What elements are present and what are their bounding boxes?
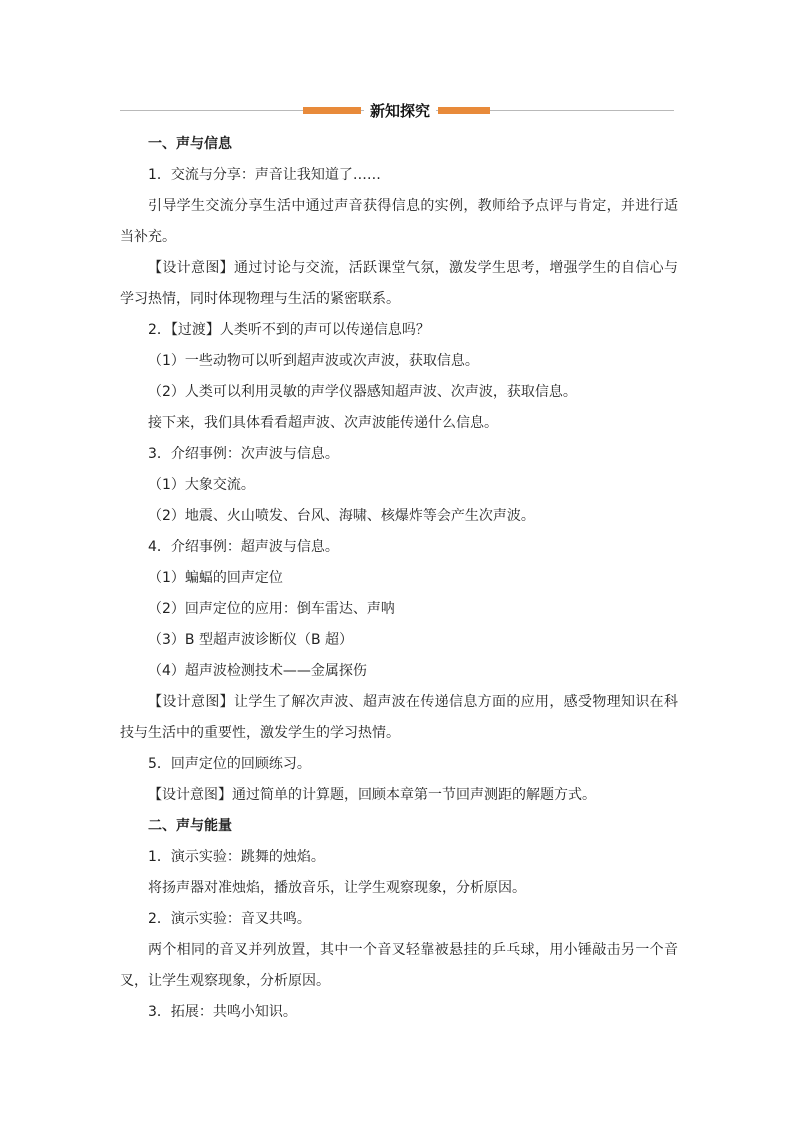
- section-heading-1: 一、声与信息: [148, 136, 232, 152]
- paragraph-line: （2）地震、火山喷发、台风、海啸、核爆炸等会产生次声波。: [148, 508, 535, 524]
- paragraph-line: （1）大象交流。: [148, 477, 255, 493]
- paragraph-line: 4．介绍事例：超声波与信息。: [148, 539, 339, 555]
- paragraph-line: （1）一些动物可以听到超声波或次声波，获取信息。: [148, 353, 479, 369]
- paragraph: 两个相同的音叉并列放置，其中一个音叉轻靠被悬挂的乒乓球，用小锤敲击另一个音叉，让学生观察现象，分析原因。: [120, 942, 678, 989]
- paragraph-line: 接下来，我们具体看看超声波、次声波能传递什么信息。: [148, 415, 498, 431]
- header-accent-right: [438, 107, 490, 114]
- paragraph-line: 1．交流与分享：声音让我知道了……: [148, 167, 381, 183]
- paragraph-line: 5．回声定位的回顾练习。: [148, 756, 311, 772]
- paragraph-line: 将扬声器对准烛焰，播放音乐，让学生观察现象，分析原因。: [148, 880, 526, 896]
- paragraph-line: （4）超声波检测技术——金属探伤: [148, 663, 367, 679]
- section-heading-2: 二、声与能量: [148, 818, 232, 834]
- paragraph-line: 2．演示实验：音叉共鸣。: [148, 911, 311, 927]
- document-body: [120, 129, 678, 1028]
- design-intent-paragraph: 【设计意图】让学生了解次声波、超声波在传递信息方面的应用，感受物理知识在科技与生活中的重要性，激发学生的学习热情。: [120, 694, 678, 741]
- paragraph: 引导学生交流分享生活中通过声音获得信息的实例，教师给予点评与肯定，并进行适当补充。: [120, 198, 678, 245]
- paragraph-line: 1．演示实验：跳舞的烛焰。: [148, 849, 325, 865]
- design-intent-line: 【设计意图】通过简单的计算题，回顾本章第一节回声测距的解题方式。: [148, 787, 596, 803]
- paragraph-line: （3）B 型超声波诊断仪（B 超）: [148, 632, 354, 648]
- header-title: 新知探究: [364, 100, 436, 122]
- section-header: [120, 100, 674, 122]
- paragraph-line: （1）蝙蝠的回声定位: [148, 570, 283, 586]
- design-intent-paragraph: 【设计意图】通过讨论与交流，活跃课堂气氛，激发学生思考，增强学生的自信心与学习热情，同时体现物理与生活的紧密联系。: [120, 260, 678, 307]
- paragraph-line: 3．拓展：共鸣小知识。: [148, 1004, 297, 1020]
- paragraph-line: （2）人类可以利用灵敏的声学仪器感知超声波、次声波，获取信息。: [148, 384, 577, 400]
- paragraph-line: （2）回声定位的应用：倒车雷达、声呐: [148, 601, 395, 617]
- paragraph-line: 2．【过渡】人类听不到的声可以传递信息吗？: [148, 322, 430, 338]
- paragraph-line: 3．介绍事例：次声波与信息。: [148, 446, 339, 462]
- header-accent-left: [303, 107, 361, 114]
